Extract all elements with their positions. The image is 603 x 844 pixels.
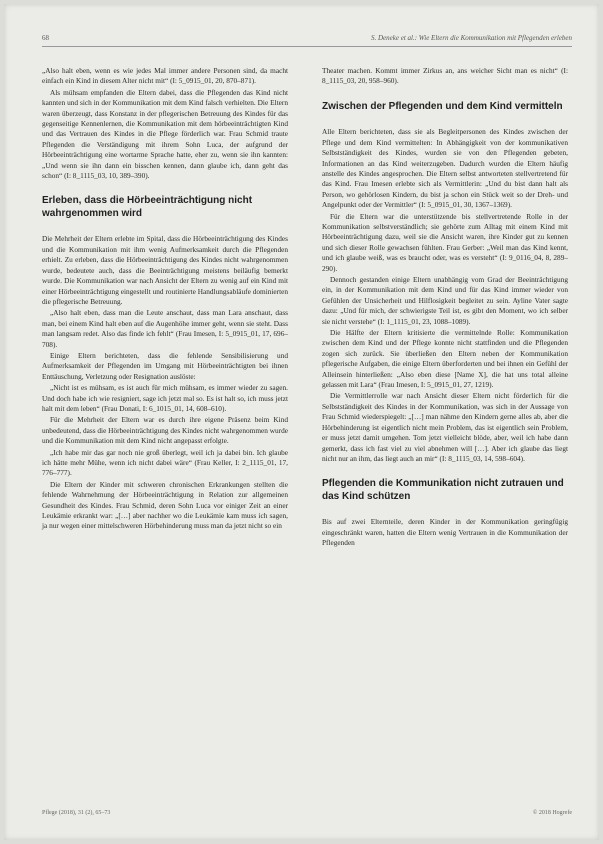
paragraph: Die Eltern der Kinder mit schweren chronischen Erkrankungen stellten die fehlende Wahrnehmung der Hörbeeinträchtigung in Relation zur allgemeinen Gesundheit des Kindes. Frau Schmid, deren Sohn Luca vor einiger Zeit an einer Leukämie erkrankt war: „[…] aber nachher wo die Leukämie kam muss ich sagen, ja nur wegen einer mittelschweren Hörbehinderung muss man da jetzt nicht so ein (42, 479, 288, 531)
paragraph: Die Hälfte der Eltern kritisierte die vermittelnde Rolle: Kommunikation zwischen dem Kind und der Pflege konnte nicht stattfinden und die Pflegenden zogen sich zurück. Sie überließen den Eltern neben der Kommunikation pflegerische Aufgaben, die einige Eltern überforderten und bei ihnen ein Gefühl der Alleinsein hinterließen: „Also eben diese [Name X], die hat uns total alleine gelassen mit Lara“ (Frau Imesen, I: 5_0915_01, 27, 1219). (322, 328, 568, 390)
right-column (322, 66, 568, 550)
quote-paragraph: „Nicht ist es mühsam, es ist auch für mich mühsam, es immer wieder zu sagen. Und doch habe ich wie resigniert, sage ich jetzt mal so. Es ist halt so, ich muss jetzt halt mit dem leben“ (Frau Donati, I: 6_1015_01, 14, 608–610). (42, 383, 288, 413)
paragraph: „Also halt eben, wenn es wie jedes Mal immer andere Personen sind, da macht einfach ein Kind in diesem Alter nicht mit“ (I: 5_0915_01, 20, 870–871). (42, 66, 288, 86)
quote-paragraph: „Also halt eben, dass man die Leute anschaut, dass man Lara anschaut, dass man, bei einem Kind halt eben auf die Augenhöhe immer geht, wenn sie steht. Dass man langsam redet. Also das finde ich fehlt“ (Frau Imesen, I: 5_0915_01, 17, 696–708). (42, 308, 288, 349)
paragraph: Für die Eltern war die unterstützende bis stellvertretende Rolle in der Kommunikation selbstverständlich; sie gehörte zum Alltag mit einem Kind mit Hörbeeinträchtigung dazu, weil sie die Ansicht waren, ihre Kinder gut zu kennen und sich dieser Rolle gewachsen fühlten. Frau Gerber: „Weil man das Kind kennt, und ich glaube weiß, was es braucht oder, was es versteht“ (I: 9_0116_04, 8, 289–290). (322, 211, 568, 273)
section-heading: Erleben, dass die Hörbeeinträchtigung nicht wahrgenommen wird (42, 195, 253, 219)
paragraph: Die Mehrheit der Eltern erlebte im Spital, dass die Hörbeeinträchtigung des Kindes und die Kommunikation mit ihm wenig Aufmerksamkeit durch die Pflegenden erhielt. Zu erleben, dass die Hörbeeinträchtigung des Kindes nicht wahrgenommen wurde, bedeutete auch, dass die Beeinträchtigung meistens beiläufig bemerkt wurde. Die Kommunikation war nach Ansicht der Eltern zu wenig auf ein Kind mit einer Hörbeeinträchtigung eingestellt und routinierte Handlungsabläufe dominierten die pflegerische Betreuung. (42, 234, 288, 306)
paragraph: Bis auf zwei Elternteile, deren Kinder in der Kommunikation geringfügig eingeschränkt waren, hatten die Eltern wenig Vertrauen in die Kommunikation der Pflegenden (322, 517, 568, 548)
paragraph: Als mühsam empfanden die Eltern dabei, dass die Pflegenden das Kind nicht kannten und sich in der Kommunikation mit dem Kind falsch verhielten. Die Eltern waren überzeugt, dass Konstanz in der pflegerischen Betreuung des Kindes für das gegenseitige Kennenlernen, die Kommunikation mit dem hörbeeinträchtigten Kind und das Vertrauen des Kindes in die Pflege förderlich war. Frau Schmid traute Pflegenden die Verständigung mit ihrem Sohn Luca, der aufgrund der Hörbeeinträchtigung eine wortarme Sprache hatte, eher zu, wenn sie ihn kannten: „Und wenn sie ihn dann ein bisschen kennen, dann glaube ich, dann geht das schon“ (I: 8_1115_03, 10, 389–390). (42, 87, 288, 181)
copyright-notice: © 2018 Hogrefe (532, 810, 572, 816)
quote-paragraph: „Ich habe mir das gar noch nie groß überlegt, weil ich ja dabei bin. Ich glaube ich hätte mehr Mühe, wenn ich nicht dabei wäre“ (Frau Keller, I: 2_1115_01, 17, 776–777). (42, 447, 288, 478)
section-heading: Pflegenden die Kommunikation nicht zutrauen und das Kind schützen (322, 478, 564, 502)
running-header (42, 34, 572, 47)
page-number: 68 (42, 34, 49, 42)
document-page (4, 4, 599, 840)
page-footer (42, 810, 572, 820)
paragraph: Theater machen. Kommt immer Zirkus an, ans weicher Sicht man es nicht“ (I: 8_1115_03, 20, 958–960). (322, 66, 568, 86)
paragraph: Alle Eltern berichteten, dass sie als Begleitpersonen des Kindes zwischen der Pflege und dem Kind vermittelten: In Abhängigkeit von der kommunikativen Selbstständigkeit des Kindes, wurden sie von den Pflegenden gebeten, Informationen an das Kind weiterzugeben. Dadurch wurden die Eltern häufig anstelle des Kindes angesprochen. Die Eltern selbst antworteten stellvertretend für das Kind. Frau Imesen erlebte sich als Vermittlerin: „Und du bist dann halt als Person, wo gehörlosen Kindern, du bist ja schon ein Stück weit so der Dreh- und Angelpunkt oder der Vermittler“ (I: 5_0915_01, 30, 1367–1369). (322, 127, 568, 210)
paragraph: Dennoch gestanden einige Eltern unabhängig vom Grad der Beeinträchtigung ein, in der Kommunikation mit dem Kind und für das Kind immer wieder von Gefühlen der Unsicherheit und Hilflosigkeit begleitet zu sein. Ayline Vater sagte dazu: „Und für mich, der schwierigste Teil ist, es gibt den Moment, wo ich selber sie nicht verstehe“ (I: 1_1115_01, 23, 1088–1089). (322, 275, 568, 326)
paragraph: Einige Eltern berichteten, dass die fehlende Sensibilisierung und Aufmerksamkeit der Pflegenden im Umgang mit Hörbeeinträchtigten bei ihnen Enttäuschung, Verletzung oder Resignation auslöste: (42, 350, 288, 381)
section-heading: Zwischen der Pflegenden und dem Kind vermitteln (322, 100, 563, 112)
paragraph: Die Vermittlerrolle war nach Ansicht dieser Eltern nicht förderlich für die Selbstständigkeit des Kindes in der Kommunikation, was sich in der Aussage von Frau Schmid wiederspiegelt: „[…] man nähme den Kindern gerne alles ab, aber die Hörbehinderung ist eigentlich nicht mein Problem, das ist eigentlich sein Problem, er muss jetzt damit umgehen. Tom jetzt vielleicht blöde, aber, weil ich habe dann gemerkt, dass ich fast viel zu viel abnehmen will […]. Aber ich glaube das liegt nicht nur an ihm, das liegt auch an mir“ (I: 8_1115_03, 14, 598–604). (322, 391, 568, 463)
running-title: S. Deneke et al.: Wie Eltern die Kommunikation mit Pflegenden erleben (371, 34, 572, 42)
left-column (42, 66, 288, 533)
journal-citation: Pflege (2018), 31 (2), 65–73 (42, 810, 111, 816)
paragraph: Für die Mehrheit der Eltern war es durch ihre eigene Präsenz beim Kind unbedeutend, dass die Hörbeeinträchtigung des Kindes nicht wahrgenommen wurde und die Kommunikation mit dem Kind nicht angepasst erfolgte. (42, 415, 288, 446)
